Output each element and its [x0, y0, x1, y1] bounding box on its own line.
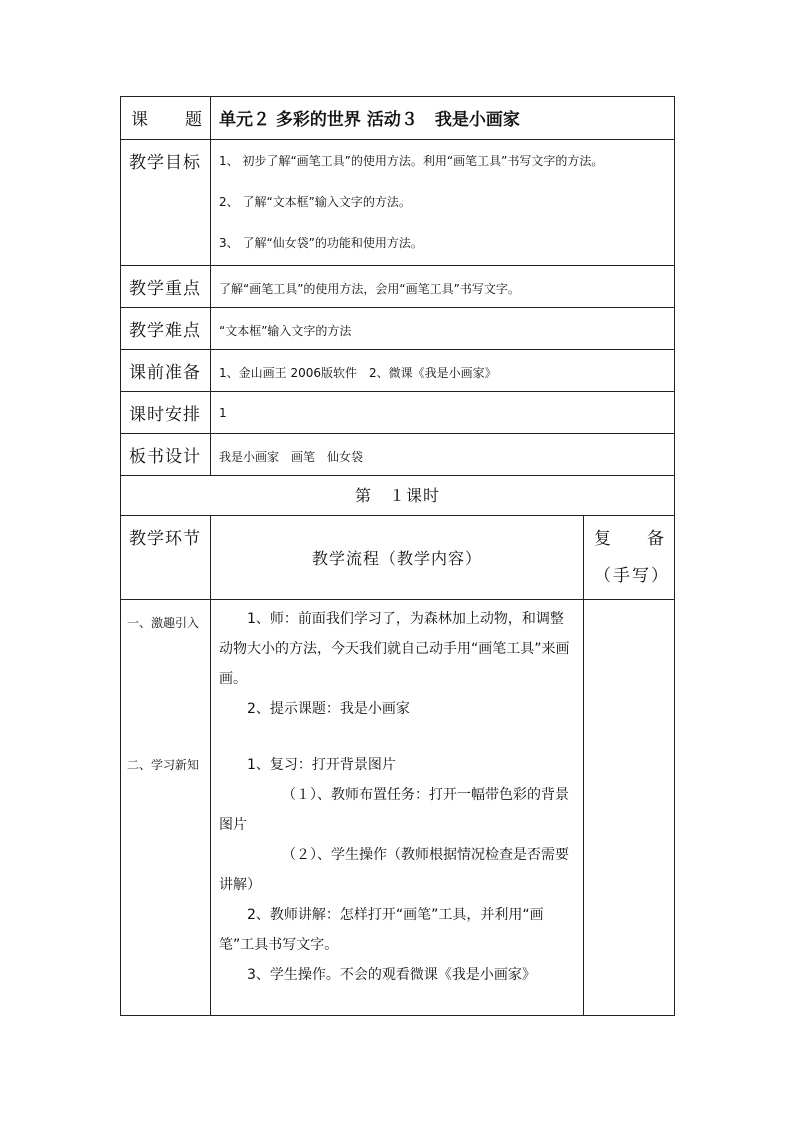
key-points-label: 教学重点: [129, 279, 201, 299]
board-label: 板书设计: [129, 447, 201, 467]
flow-header-row: [121, 516, 675, 600]
process-paragraph: 1、复习：打开背景图片: [247, 757, 396, 773]
process-paragraph: 3、学生操作。不会的观看微课《我是小画家》: [247, 967, 536, 983]
difficulties-value: “文本框”输入文字的方法: [219, 324, 352, 338]
session-title: 第 １课时: [354, 486, 440, 505]
process-header: 教学流程（教学内容）: [311, 549, 482, 568]
flow-body-row: [121, 600, 675, 1016]
hours-label: 课时安排: [129, 405, 201, 425]
topic-label-right: 题: [185, 110, 202, 130]
process-paragraph: 2、教师讲解：怎样打开“画笔”工具，并利用“画笔”工具书写文字。: [219, 907, 544, 953]
topic-value-cell: [211, 97, 675, 140]
remark-header-right: 备: [647, 529, 664, 549]
process-paragraph: 2、提示课题：我是小画家: [247, 701, 410, 717]
preparation-row: [121, 350, 675, 392]
objectives-row: [121, 140, 675, 266]
stage-header: 教学环节: [129, 529, 201, 549]
preparation-label: 课前准备: [129, 363, 201, 383]
process-content: [211, 600, 583, 990]
stage-list: [121, 600, 210, 782]
remark-header-handwrite: （手写）: [594, 566, 670, 586]
remark-header: [584, 516, 674, 586]
remark-header-left: 复: [594, 529, 611, 549]
hours-value: 1: [219, 406, 227, 420]
key-points-row: [121, 266, 675, 308]
difficulties-row: [121, 308, 675, 350]
objective-item: 2、 了解“文本框”输入文字的方法。: [219, 195, 411, 209]
process-paragraph: （２）、学生操作（教师根据情况检查是否需要讲解）: [219, 847, 569, 893]
topic-row: [121, 97, 675, 140]
preparation-value: 1、金山画王 2006版软件 2、微课《我是小画家》: [219, 366, 497, 380]
objective-item: 3、 了解“仙女袋”的功能和使用方法。: [219, 236, 423, 250]
board-value: 我是小画家 画笔 仙女袋: [219, 450, 364, 464]
remark-cell: [584, 600, 675, 1016]
objectives-label: 教学目标: [129, 153, 201, 173]
objectives-list: [211, 140, 675, 266]
topic-label-left: 课: [131, 110, 148, 130]
session-row: [121, 476, 675, 516]
lesson-title: 单元２ 多彩的世界 活动３ 我是小画家: [219, 110, 520, 130]
topic-label-cell: [121, 97, 211, 140]
process-paragraph: （１）、教师布置任务：打开一幅带色彩的背景图片: [219, 787, 569, 833]
objective-item: 1、 初步了解“画笔工具”的使用方法。利用“画笔工具”书写文字的方法。: [219, 154, 604, 168]
stage-new-knowledge: 二、学习新知: [127, 758, 200, 772]
process-paragraph: 1、师：前面我们学习了，为森林加上动物，和调整动物大小的方法，今天我们就自己动手用“画笔工具”来画画。: [219, 611, 570, 687]
stage-intro: 一、激趣引入: [127, 616, 200, 630]
lesson-plan-table: [120, 96, 675, 1016]
board-row: [121, 434, 675, 476]
hours-row: [121, 392, 675, 434]
difficulties-label: 教学难点: [129, 321, 201, 341]
key-points-value: 了解“画笔工具”的使用方法，会用“画笔工具”书写文字。: [219, 282, 520, 296]
